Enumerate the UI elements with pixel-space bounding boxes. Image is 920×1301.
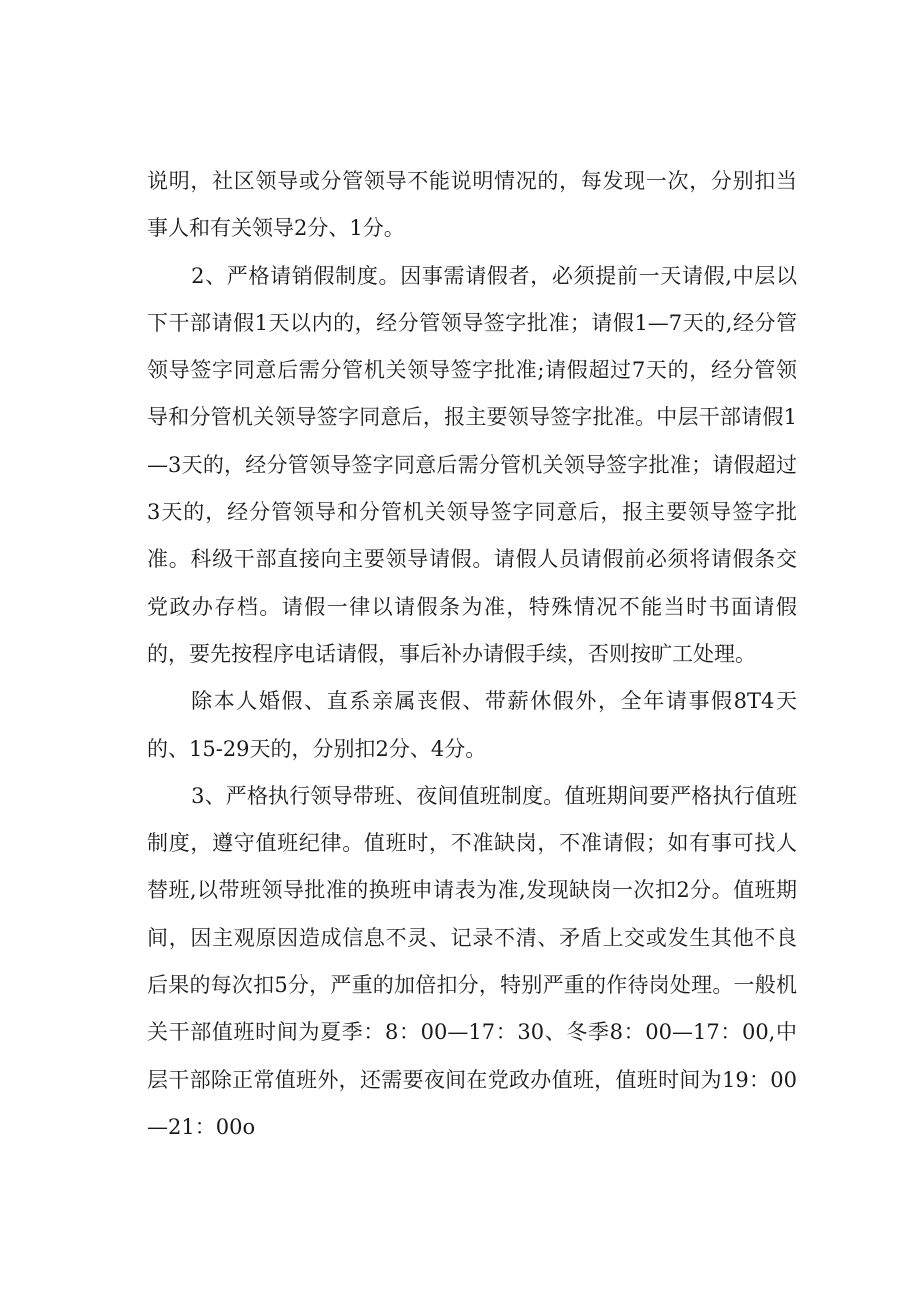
paragraph-leave-policy: 2、严格请销假制度。因事需请假者，必须提前一天请假,中层以下干部请假1天以内的，经分管领导签字批准；请假1—7天的,经分管领导签字同意后需分管机关领导签字批准;请假超过7天的，经分管领导和分管机关领导签字同意后，报主要领导签字批准。中层干部请假1—3天的，经分管领导签字同意后需分管机关领导签字批准；请假超过3天的，经分管领导和分管机关领导签字同意后，报主要领导签字批准。科级干部直接向主要领导请假。请假人员请假前必须将请假条交党政办存档。请假一律以请假条为准，特殊情况不能当时书面请假的，要先按程序电话请假，事后补办请假手续，否则按旷工处理。	[147, 263, 797, 666]
paragraph-continuation: 说明，社区领导或分管领导不能说明情况的，每发现一次，分别扣当事人和有关领导2分、1分。	[147, 169, 797, 241]
paragraph-leave-deductions: 除本人婚假、直系亲属丧假、带薪休假外，全年请事假8T4天的、15-29天的，分别扣2分、4分。	[147, 689, 797, 761]
document-body	[147, 158, 797, 1151]
paragraph-duty-policy: 3、严格执行领导带班、夜间值班制度。值班期间要严格执行值班制度，遵守值班纪律。值班时，不准缺岗，不准请假；如有事可找人替班,以带班领导批准的换班申请表为准,发现缺岗一次扣2分。值班期间，因主观原因造成信息不灵、记录不清、矛盾上交或发生其他不良后果的每次扣5分，严重的加倍扣分，特别严重的作待岗处理。一般机关干部值班时间为夏季：8：00—17：30、冬季8：00—17：00,中层干部除正常值班外，还需要夜间在党政办值班，值班时间为19：00—21：00o	[147, 783, 797, 1139]
